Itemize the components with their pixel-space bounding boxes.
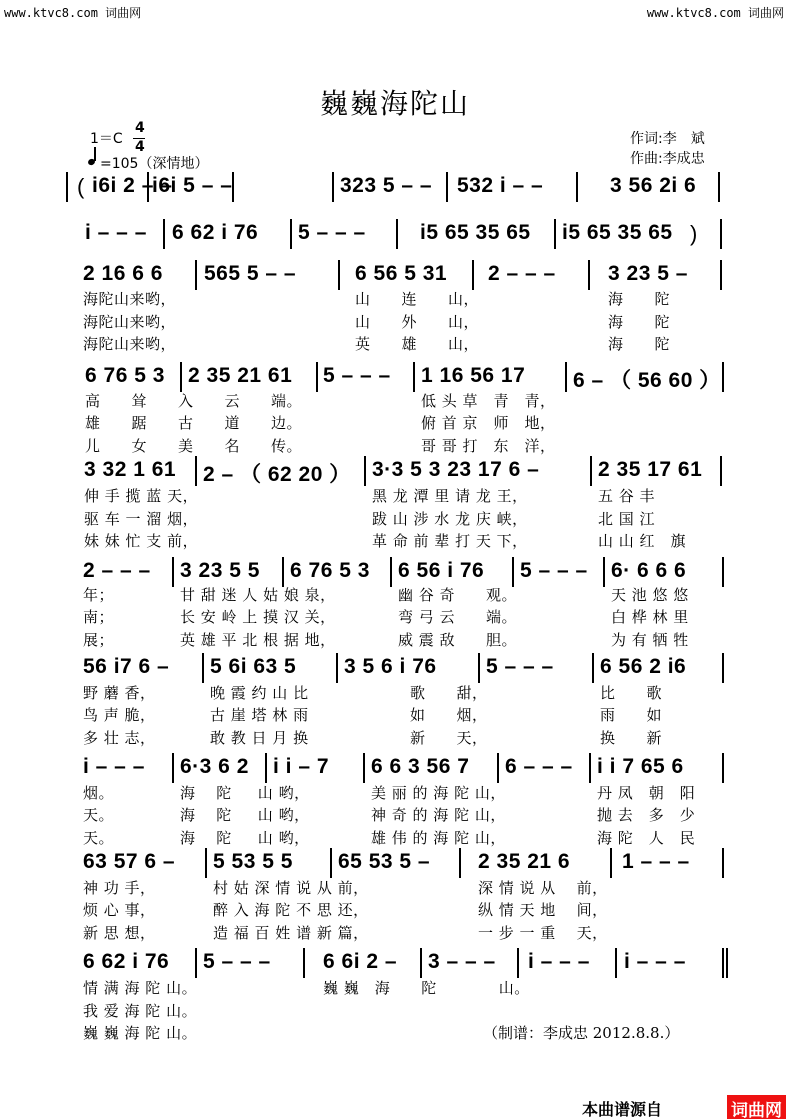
lyric-phrase: 哥 哥 打 东 洋， [421, 437, 556, 455]
lyric-phrase: 鸟 声 脆， [83, 706, 156, 724]
barline [446, 172, 448, 202]
notation-measure: 6 76 5 3 [85, 364, 165, 387]
lyric-phrase: 海 陀 [608, 290, 671, 308]
lyric-phrase: 俯 首 京 师 地， [421, 414, 556, 432]
notation-measure: 3 23 5 5 [180, 559, 260, 582]
lyric-phrase: 如 烟， [410, 706, 488, 724]
notation-measure: 3 23 5 – [608, 262, 688, 285]
barline [363, 753, 365, 783]
notation-measure: i – – – [85, 221, 147, 244]
barline [172, 753, 174, 783]
transcriber-credit: （制谱：李成忠 2012.8.8.） [483, 1024, 680, 1042]
lyric-phrase: 美 丽 的 海 陀 山， [371, 784, 506, 802]
notation-measure: i – – – [83, 755, 145, 778]
lyric-phrase: 山 山 红 旗 [598, 532, 687, 550]
song-title: 巍巍海陀山 [319, 87, 470, 120]
notation-measure: 6 6 3 56 7 [371, 755, 470, 778]
notation-measure: 2 35 17 61 [598, 458, 703, 481]
lyric-phrase: 跋 山 涉 水 龙 庆 峡， [372, 510, 528, 528]
lyric-phrase: 甘 甜 迷 人 姑 娘 泉， [180, 586, 336, 604]
lyricist-credit: 作词:李 斌 [630, 131, 705, 147]
notation-measure: 1 16 56 17 [421, 364, 526, 387]
notation-measure: 2 35 21 6 [478, 850, 571, 873]
notation-measure: 65 53 5 – [338, 850, 431, 873]
barline [202, 653, 204, 683]
barline [338, 260, 340, 290]
barline [565, 362, 567, 392]
notation-measure: 2 – （ 62 20 ） [203, 463, 351, 486]
notation-measure: 565 5 – – [204, 262, 297, 285]
lyric-phrase: 神 功 手， [83, 879, 156, 897]
notation-measure: 5 – – – [298, 221, 366, 244]
notation-measure: i6i 2 – – [92, 174, 173, 197]
barline [282, 557, 284, 587]
notation-measure: 6· 6 6 6 [611, 559, 687, 582]
notation-measure: 3 5 6 i 76 [344, 655, 437, 678]
barline [590, 456, 592, 486]
barline [722, 753, 724, 783]
barline [720, 219, 722, 249]
lyric-phrase: 低 头 草 青 青， [421, 392, 556, 410]
quarter-note-icon [88, 148, 97, 167]
barline [722, 848, 724, 878]
lyric-phrase: 妹 妹 忙 支 前， [84, 532, 199, 550]
lyric-phrase: 巍 巍 海 陀 山。 [323, 979, 530, 997]
time-signature-top: 4 [135, 120, 145, 136]
notation-measure: 5 – – – [520, 559, 588, 582]
barline [303, 948, 305, 978]
notation-measure: 3 32 1 61 [84, 458, 177, 481]
lyric-phrase: 为 有 牺 牲 [611, 631, 689, 649]
lyric-phrase: 展； [83, 631, 115, 649]
barline [180, 362, 182, 392]
notation-measure: 6 56 5 31 [355, 262, 448, 285]
barline [413, 362, 415, 392]
lyric-phrase: 深 情 说 从 前， [478, 879, 608, 897]
lyric-phrase: 巍 巍 海 陀 山。 [83, 1024, 198, 1042]
lyric-phrase: 我 爱 海 陀 山。 [83, 1002, 198, 1020]
barline [459, 848, 461, 878]
barline [195, 260, 197, 290]
barline [720, 260, 722, 290]
lyric-phrase: 海 陀 [608, 313, 671, 331]
lyric-phrase: 歌 甜， [410, 684, 488, 702]
notation-measure: 2 16 6 6 [83, 262, 163, 285]
watermark-right: www.ktvc8.com 词曲网 [646, 6, 784, 20]
notation-measure: i5 65 35 65 [562, 221, 673, 244]
lyric-phrase: 雨 如 [600, 706, 663, 724]
barline [478, 653, 480, 683]
lyric-phrase: 英 雄 平 北 根 据 地， [180, 631, 336, 649]
lyric-phrase: 幽 谷 奇 观。 [398, 586, 518, 604]
notation-measure: i – – – [624, 950, 686, 973]
lyric-phrase: 新 天， [410, 729, 488, 747]
barline [364, 456, 366, 486]
lyric-phrase: 南； [83, 608, 115, 626]
notation-measure: 6 – （ 56 60 ） [573, 369, 721, 392]
notation-measure: 6·3 6 2 [180, 755, 249, 778]
lyric-phrase: 高 耸 入 云 端。 [85, 392, 303, 410]
barline [588, 260, 590, 290]
lyric-phrase: 新 思 想， [83, 924, 156, 942]
lyric-phrase: 海陀山来哟， [83, 290, 177, 308]
lyric-phrase: 英 雄 山， [355, 335, 480, 353]
lyric-phrase: 雄 伟 的 海 陀 山， [371, 829, 506, 847]
notation-measure: i5 65 35 65 [420, 221, 531, 244]
lyric-phrase: 敢 教 日 月 换 [210, 729, 309, 747]
lyric-phrase: 北 国 江 [598, 510, 656, 528]
barline [265, 753, 267, 783]
lyric-phrase: 海 陀 山 哟， [180, 829, 310, 847]
barline [576, 172, 578, 202]
tempo-marking: =105（深情地） [100, 156, 209, 172]
barline [205, 848, 207, 878]
lyric-phrase: 抛 去 多 少 [597, 806, 696, 824]
barline [589, 753, 591, 783]
notation-measure: 2 35 21 61 [188, 364, 293, 387]
barline [726, 948, 728, 978]
lyric-phrase: 雄 踞 古 道 边。 [85, 414, 303, 432]
notation-measure: 6 76 5 3 [290, 559, 370, 582]
notation-measure: 1 – – – [622, 850, 690, 873]
lyric-phrase: 野 蘑 香， [83, 684, 156, 702]
lyric-phrase: 海陀山来哟， [83, 313, 177, 331]
lyric-phrase: 海 陀 人 民 [597, 829, 696, 847]
barline [610, 848, 612, 878]
notation-measure: i i 7 65 6 [597, 755, 684, 778]
notation-measure: 56 i7 6 – [83, 655, 170, 678]
notation-measure: 6 62 i 76 [83, 950, 170, 973]
barline [172, 557, 174, 587]
lyric-phrase: 纵 情 天 地 间， [478, 901, 608, 919]
barline [512, 557, 514, 587]
lyric-phrase: 海 陀 [608, 335, 671, 353]
lyric-phrase: 弯 弓 云 端。 [398, 608, 518, 626]
lyric-phrase: 山 连 山， [355, 290, 480, 308]
barline [720, 456, 722, 486]
lyric-phrase: 烦 心 事， [83, 901, 156, 919]
lyric-phrase: 山 外 山， [355, 313, 480, 331]
notation-measure: 5 – – – [203, 950, 271, 973]
barline [332, 172, 334, 202]
notation-measure: 5 6i 63 5 [210, 655, 297, 678]
barline [722, 362, 724, 392]
barline [316, 362, 318, 392]
notation-measure: 6 56 2 i6 [600, 655, 687, 678]
lyric-phrase: 白 桦 林 里 [611, 608, 689, 626]
lyric-phrase: 威 震 敌 胆。 [398, 631, 518, 649]
notation-measure: 6 56 i 76 [398, 559, 485, 582]
barline [330, 848, 332, 878]
barline [517, 948, 519, 978]
notation-measure: 2 – – – [488, 262, 556, 285]
lyric-phrase: 黑 龙 潭 里 请 龙 王， [372, 487, 528, 505]
notation-measure: 5 – – – [486, 655, 554, 678]
barline [722, 557, 724, 587]
lyric-phrase: 儿 女 美 名 传。 [85, 437, 303, 455]
barline [195, 456, 197, 486]
lyric-phrase: 丹 凤 朝 阳 [597, 784, 696, 802]
barline [497, 753, 499, 783]
barline [592, 653, 594, 683]
lyric-phrase: 五 谷 丰 [598, 487, 656, 505]
lyric-phrase: 驱 车 一 溜 烟， [84, 510, 199, 528]
barline [718, 172, 720, 202]
barline [420, 948, 422, 978]
key-signature: 1＝C [90, 131, 123, 147]
notation-measure: i i – 7 [273, 755, 330, 778]
lyric-phrase: 古 崖 塔 林 雨 [210, 706, 309, 724]
lyric-phrase: 换 新 [600, 729, 663, 747]
lyric-phrase: 村 姑 深 情 说 从 前， [213, 879, 369, 897]
watermark-left: www.ktvc8.com 词曲网 [4, 6, 142, 20]
barline [396, 219, 398, 249]
barline [336, 653, 338, 683]
lyric-phrase: 造 福 百 姓 谱 新 篇， [213, 924, 369, 942]
lyric-phrase: 年； [83, 586, 115, 604]
barline [290, 219, 292, 249]
notation-measure: 6 62 i 76 [172, 221, 259, 244]
lyric-phrase: 天 池 悠 悠 [611, 586, 689, 604]
lyric-phrase: 天。 [83, 806, 115, 824]
lyric-phrase: 海 陀 山 哟， [180, 806, 310, 824]
lyric-phrase: 情 满 海 陀 山。 [83, 979, 198, 997]
notation-measure: 532 i – – [457, 174, 544, 197]
lyric-phrase: 神 奇 的 海 陀 山， [371, 806, 506, 824]
source-logo: 词曲网 [727, 1095, 786, 1119]
notation-measure: 5 53 5 5 [213, 850, 293, 873]
barline [195, 948, 197, 978]
barline [66, 172, 68, 202]
barline [163, 219, 165, 249]
lyric-phrase: 长 安 岭 上 摸 汉 关， [180, 608, 336, 626]
notation-measure: 6 – – – [505, 755, 573, 778]
lyric-phrase: 天。 [83, 829, 115, 847]
notation-measure: i – – – [528, 950, 590, 973]
notation-measure: 63 57 6 – [83, 850, 176, 873]
lyric-phrase: 海 陀 山 哟， [180, 784, 310, 802]
notation-measure: ( [77, 174, 85, 199]
notation-measure: 3 – – – [428, 950, 496, 973]
notation-measure: 5 – – – [323, 364, 391, 387]
lyric-phrase: 革 命 前 辈 打 天 下， [372, 532, 528, 550]
lyric-phrase: 比 歌 [600, 684, 663, 702]
notation-measure: 3 56 2i 6 [610, 174, 697, 197]
lyric-phrase: 多 壮 志， [83, 729, 156, 747]
notation-measure: 3·3 5 3 23 17 6 – [372, 458, 540, 481]
notation-measure: i6i 5 – – [152, 174, 233, 197]
notation-measure: 2 – – – [83, 559, 151, 582]
barline [390, 557, 392, 587]
barline [722, 653, 724, 683]
composer-credit: 作曲:李成忠 [630, 151, 705, 167]
lyric-phrase: 烟。 [83, 784, 115, 802]
barline [615, 948, 617, 978]
barline [722, 948, 724, 978]
lyric-phrase: 一 步 一 重 天， [478, 924, 608, 942]
notation-measure: 323 5 – – [340, 174, 433, 197]
barline [603, 557, 605, 587]
notation-measure: 6 6i 2 – [323, 950, 398, 973]
lyric-phrase: 海陀山来哟， [83, 335, 177, 353]
barline [554, 219, 556, 249]
source-label: 本曲谱源自 [582, 1100, 663, 1119]
lyric-phrase: 伸 手 揽 蓝 天， [84, 487, 199, 505]
barline [472, 260, 474, 290]
lyric-phrase: 醉 入 海 陀 不 思 还， [213, 901, 369, 919]
lyric-phrase: 晚 霞 约 山 比 [210, 684, 309, 702]
notation-measure: ) [690, 221, 698, 246]
time-signature-bottom: 4 [135, 139, 145, 155]
